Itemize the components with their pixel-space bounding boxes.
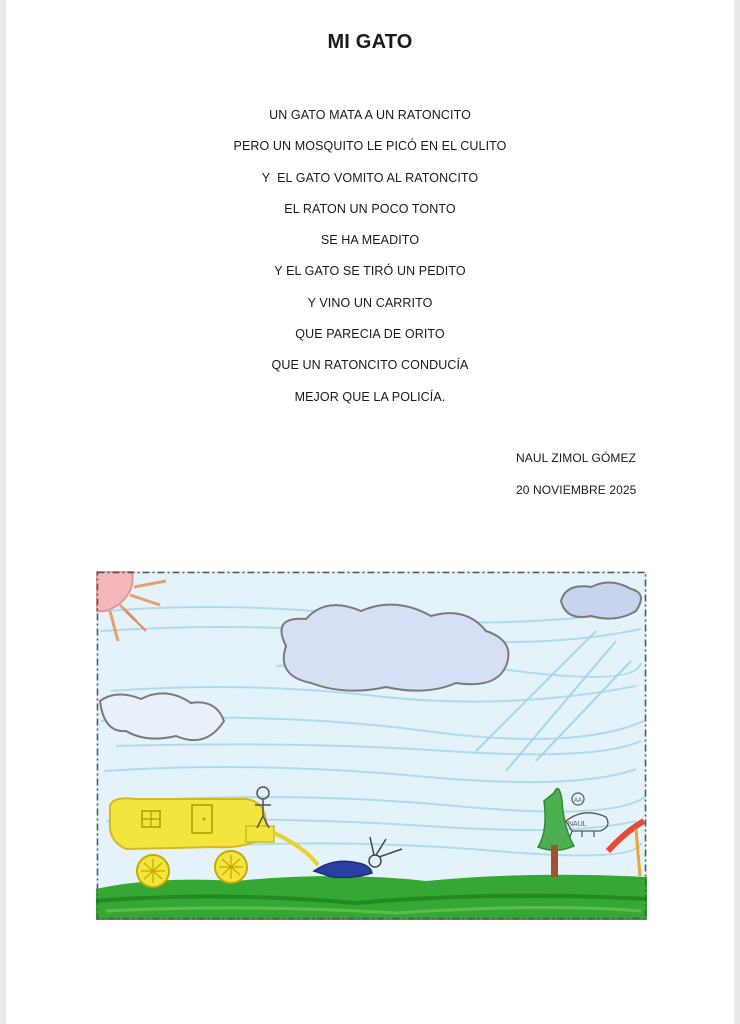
poem-line: MEJOR QUE LA POLICÍA. <box>294 389 446 404</box>
doodle-signature: NAUL <box>568 821 587 828</box>
cloud-small-right <box>561 582 641 618</box>
document-title: MI GATO <box>327 31 413 53</box>
author-name: NAUL ZIMOL GÓMEZ <box>516 451 637 465</box>
poem-line: SE HA MEADITO <box>320 233 420 248</box>
child-drawing <box>96 571 647 920</box>
poem-line: Y EL GATO VOMITO AL RATONCITO <box>261 170 479 185</box>
poem <box>0 104 740 417</box>
poem-line: Y EL GATO SE TIRÓ UN PEDITO <box>274 264 466 279</box>
poem-line: UN GATO MATA A UN RATONCITO <box>269 108 471 122</box>
poem-date: 20 NOVIEMBRE 2025 <box>516 483 637 497</box>
grass <box>96 875 647 920</box>
poem-line: PERO UN MOSQUITO LE PICÓ EN EL CULITO <box>233 139 507 154</box>
author-block <box>516 451 636 515</box>
poem-line: EL RATON UN POCO TONTO <box>284 201 456 216</box>
drawing-canvas <box>96 571 647 920</box>
poem-line: QUE UN RATONCITO CONDUCÍA <box>271 358 469 373</box>
poem-line: QUE PARECIA DE ORITO <box>295 327 445 342</box>
doodle-initials: AA <box>574 798 583 804</box>
poem-line: Y VINO UN CARRITO <box>307 295 433 310</box>
